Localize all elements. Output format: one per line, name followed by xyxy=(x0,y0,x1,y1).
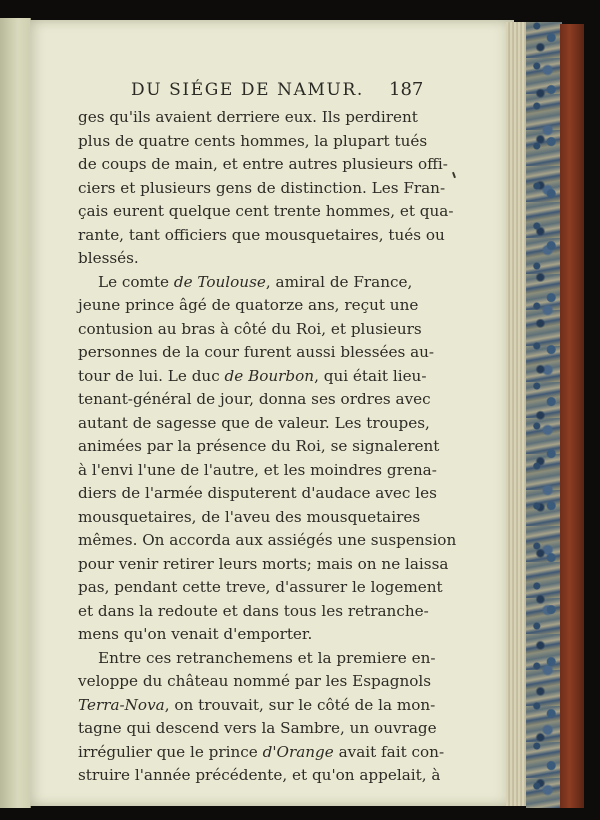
italic-name: Terra-Nova xyxy=(78,695,165,714)
italic-name: de Bourbon xyxy=(224,366,315,385)
text-line xyxy=(78,270,411,294)
text-line xyxy=(78,740,445,764)
text-segment: tagne qui descend vers la Sambre, un ouvrage xyxy=(78,719,437,737)
text-segment: jeune prince âgé de quatorze ans, reçut une xyxy=(78,296,419,314)
text-segment: , qui était lieu- xyxy=(314,366,427,385)
text-segment: , amiral de France, xyxy=(265,272,413,291)
text-line xyxy=(78,129,428,153)
text-segment: Le comte xyxy=(98,272,174,291)
page-number: 187 xyxy=(389,79,424,100)
text-segment: avait fait con- xyxy=(333,742,445,761)
text-segment: mêmes. On accorda aux assiégés une suspension xyxy=(78,531,457,549)
text-line xyxy=(78,693,436,717)
text-segment: contusion au bras à côté du Roi, et plusieurs xyxy=(78,319,422,338)
text-line xyxy=(78,246,411,270)
text-line xyxy=(78,646,436,670)
text-segment: , on trouvait, sur le côté de la mon- xyxy=(164,695,436,714)
text-line xyxy=(78,716,437,740)
text-segment: Entre ces retranchemens et la premiere en- xyxy=(98,648,436,667)
text-segment: ciers et plusieurs gens de distinction. Les Fran- xyxy=(78,178,446,197)
text-line xyxy=(78,387,431,411)
text-segment: et dans la redoute et dans tous les retranche- xyxy=(78,601,429,620)
text-segment: çais eurent quelque cent trente hommes, et qua- xyxy=(78,202,454,220)
text-segment: de coups de main, et entre autres plusieurs offi- xyxy=(78,155,448,173)
text-line xyxy=(78,505,421,529)
marbled-fore-edge xyxy=(526,22,562,808)
text-segment: ges qu'ils avaient derriere eux. Ils perdirent xyxy=(78,108,418,126)
text-segment: veloppe du château nommé par les Espagnols xyxy=(78,672,432,690)
text-line xyxy=(78,176,446,200)
text-line xyxy=(78,340,435,364)
text-segment: autant de sagesse que de valeur. Les troupes, xyxy=(78,413,430,432)
previous-page-edge xyxy=(0,18,31,808)
italic-name: d'Orange xyxy=(262,742,334,761)
text-segment: pour venir retirer leurs morts; mais on ne laissa xyxy=(78,554,449,573)
text-line xyxy=(78,481,437,505)
text-segment: à l'envi l'une de l'autre, et les moindres grena- xyxy=(78,460,437,479)
text-line xyxy=(78,105,418,129)
text-line xyxy=(78,317,422,341)
text-line xyxy=(78,575,443,599)
text-segment: mens qu'on venait d'emporter. xyxy=(78,625,313,643)
running-head: DU SIÉGE DE NAMUR. xyxy=(131,80,364,100)
text-line xyxy=(78,622,411,646)
text-line xyxy=(78,763,441,787)
text-segment: rante, tant officiers que mousquetaires, tués ou xyxy=(78,225,445,244)
italic-name: de Toulouse xyxy=(173,272,266,291)
text-segment: plus de quatre cents hommes, la plupart tués xyxy=(78,131,428,150)
text-line xyxy=(78,364,427,388)
text-line xyxy=(78,458,437,482)
text-line xyxy=(78,434,440,458)
text-segment: struire l'année précédente, et qu'on appelait, à xyxy=(78,766,441,784)
book-cover-edge xyxy=(560,24,584,808)
text-line xyxy=(78,669,432,693)
text-line xyxy=(78,599,429,623)
text-segment: irrégulier que le prince xyxy=(78,742,263,761)
text-segment: blessés. xyxy=(78,249,139,267)
text-segment: personnes de la cour furent aussi blessées au- xyxy=(78,343,435,361)
text-line xyxy=(78,223,445,247)
text-line xyxy=(78,293,419,317)
text-segment: pas, pendant cette treve, d'assurer le logement xyxy=(78,578,443,596)
text-segment: mousquetaires, de l'aveu des mousquetaires xyxy=(78,507,421,526)
text-line xyxy=(78,152,448,176)
text-segment: animées par la présence du Roi, se signalerent xyxy=(78,437,440,455)
text-line xyxy=(78,552,449,576)
text-segment: diers de l'armée disputerent d'audace avec les xyxy=(78,484,437,502)
text-segment: tour de lui. Le duc xyxy=(78,366,225,385)
text-line xyxy=(78,199,454,223)
text-line xyxy=(78,411,430,435)
text-line xyxy=(78,528,457,552)
text-segment: tenant-général de jour, donna ses ordres avec xyxy=(78,390,431,408)
